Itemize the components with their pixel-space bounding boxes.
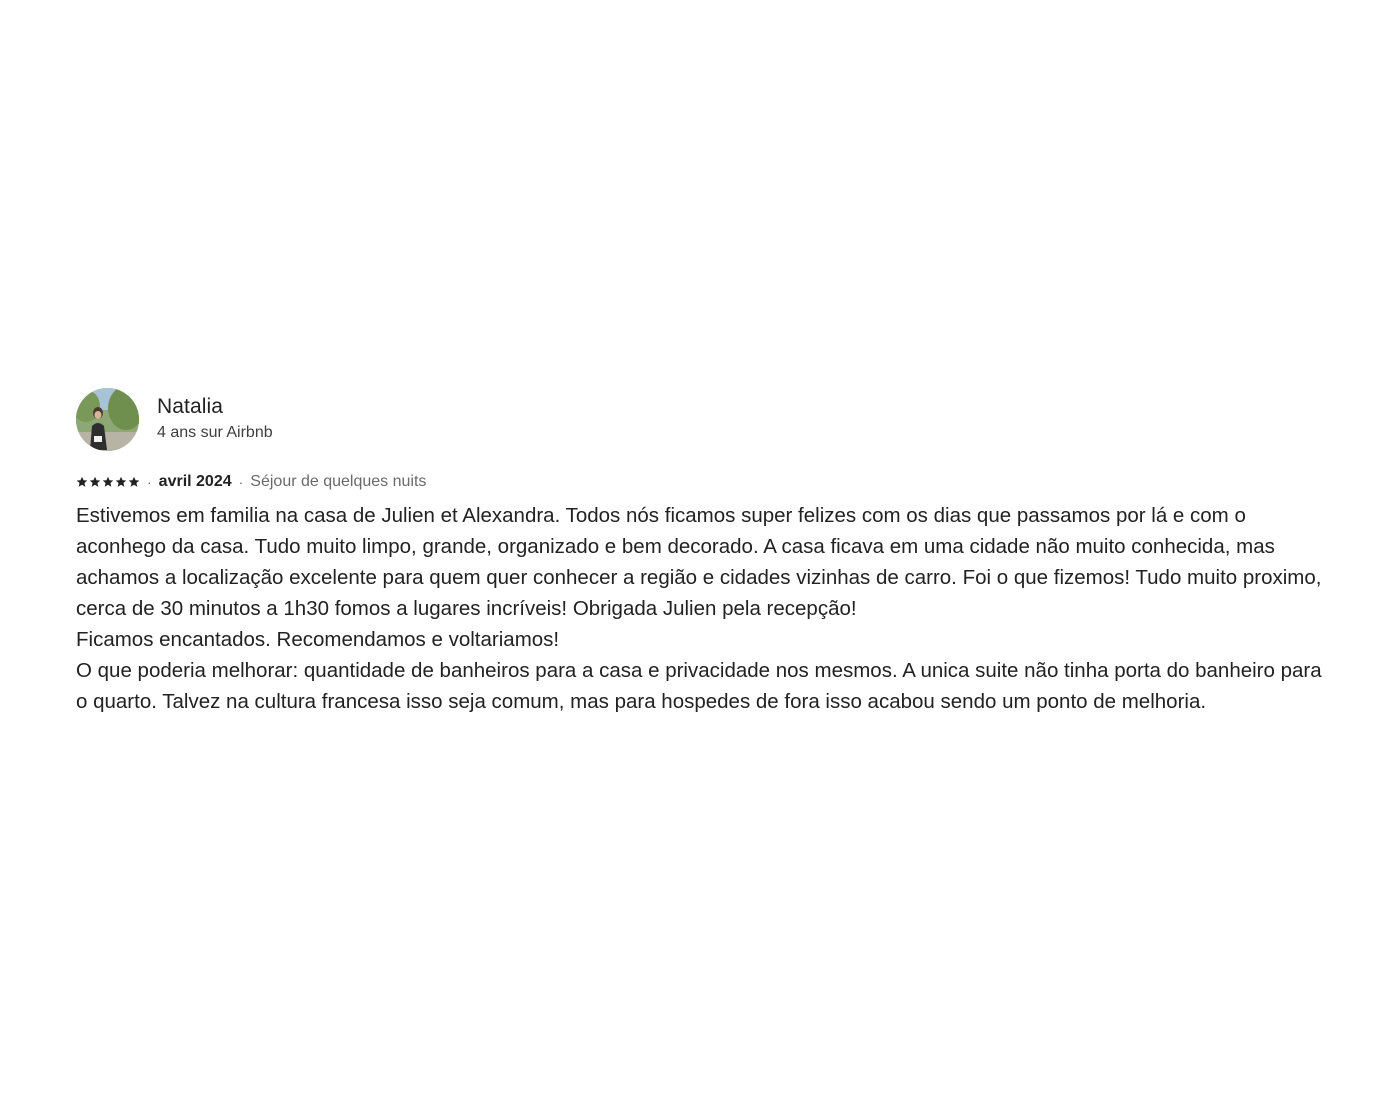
star-icon [89, 476, 101, 488]
review-paragraph: Estivemos em familia na casa de Julien et Alexandra. Todos nós ficamos super felizes com os dias que passamos por lá e com o aconhego da casa. Tudo muito limpo, grande, organizado e bem decorado. A casa ficava em uma cidade não muito conhecida, mas achamos a localização excelente para quem quer conhecer a região e cidades vizinhas de carro. Foi o que fizemos! Tudo muito proximo, cerca de 30 minutos a 1h30 fomos a lugares incríveis! Obrigada Julien pela recepção! [76, 504, 1322, 620]
reviewer-tenure: 4 ans sur Airbnb [157, 424, 273, 441]
reviewer-identity [157, 394, 273, 444]
separator-dot: · [147, 474, 152, 490]
star-icon [76, 476, 88, 488]
star-icon [128, 476, 140, 488]
avatar[interactable] [76, 388, 139, 451]
separator-dot: · [238, 474, 244, 490]
reviewer-name[interactable]: Natalia [157, 395, 224, 418]
review-body [76, 500, 1336, 717]
stay-type: Séjour de quelques nuits [250, 473, 427, 490]
review-meta [76, 471, 1336, 493]
review-date: avril 2024 [158, 473, 232, 490]
review-paragraph: Ficamos encantados. Recomendamos e voltariamos! [76, 628, 560, 651]
review-card [76, 387, 1336, 717]
star-rating [76, 476, 140, 488]
review-header [76, 387, 1336, 451]
star-icon [102, 476, 114, 488]
review-paragraph: O que poderia melhorar: quantidade de banheiros para a casa e privacidade nos mesmos. A unica suite não tinha porta do banheiro para o quarto. Talvez na cultura francesa isso seja comum, mas para hospedes de fora isso acabou sendo um ponto de melhoria. [76, 659, 1322, 713]
star-icon [115, 476, 127, 488]
avatar-photo-image [76, 388, 139, 451]
